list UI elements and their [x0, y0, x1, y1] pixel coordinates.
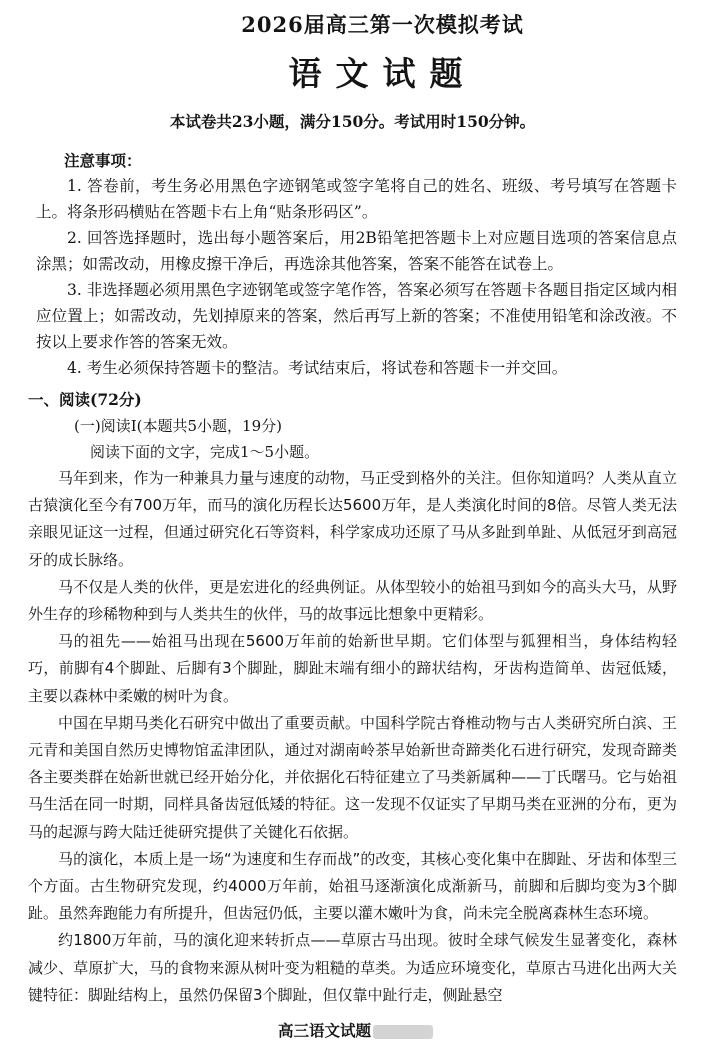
exam-info: 本试卷共23小题，满分150分。考试用时150分钟。	[169, 112, 536, 131]
passage-paragraph: 马的祖先——始祖马出现在5600万年前的始新世早期。它们体型与狐狸相当，身体结构轻巧，前脚有4个脚趾、后脚有3个脚趾，脚趾末端有细小的蹄状结构，牙齿构造简单、齿冠低矮，主要以森林中柔嫩的树叶为食。	[28, 632, 677, 705]
notice-title: 注意事项：	[64, 151, 142, 170]
notice-item: 4. 考生必须保持答题卡的整洁。考试结束后，将试卷和答题卡一并交回。	[67, 359, 568, 377]
passage-paragraph: 马不仅是人类的伙伴，更是宏进化的经典例证。从体型较小的始祖马到如今的高头大马，从野外生存的珍稀物种到与人类共生的伙伴，马的故事远比想象中更精彩。	[28, 577, 677, 624]
page-number-smudge	[373, 1025, 433, 1039]
instruction: 阅读下面的文字，完成1～5小题。	[90, 443, 320, 461]
notice-list	[28, 173, 677, 381]
section-heading: 一、阅读(72分)	[28, 390, 142, 409]
sub-heading: (一)阅读Ⅰ(本题共5小题，19分)	[74, 417, 282, 435]
notice-item: 3. 非选择题必须用黑色字迹钢笔或签字笔作答，答案必须写在答题卡各题目指定区域内相应位置上；如需改动，先划掉原来的答案，然后再写上新的答案；不准使用铅笔和涂改液。不按以上要求作答的答案无效。	[36, 281, 677, 351]
passage-paragraph: 马的演化，本质上是一场“为速度和生存而战”的改变，其核心变化集中在脚趾、牙齿和体型三个方面。古生物研究发现，约4000万年前，始祖马逐渐演化成渐新马，前脚和后脚均变为3个脚趾。虽然奔跑能力有所提升，但齿冠仍低，主要以灌木嫩叶为食，尚未完全脱离森林生态环境。	[28, 849, 677, 923]
passage-paragraph: 约1800万年前，马的演化迎来转折点——草原古马出现。彼时全球气候发生显著变化，森林减少、草原扩大，马的食物来源从树叶变为粗糙的草类。为适应环境变化，草原古马进化出两大关键特征：脚趾结构上，虽然仍保留3个脚趾，但仅靠中趾行走，侧趾悬空	[28, 931, 677, 1004]
passage-paragraph: 中国在早期马类化石研究中做出了重要贡献。中国科学院古脊椎动物与古人类研究所白滨、王元青和美国自然历史博物馆孟津团队，通过对湖南岭茶早始新世奇蹄类化石进行研究，发现奇蹄类各主要类群在始新世就已经开始分化，并依据化石特征建立了马类新属种——丁氏曙马。它与始祖马生活在同一时期，同样具备齿冠低矮的特征。这一发现不仅证实了早期马类在亚洲的分布，更为马的起源与跨大陆迁徙研究提供了关键化石依据。	[28, 713, 677, 841]
passage-paragraph: 马年到来，作为一种兼具力量与速度的动物，马正受到格外的关注。但你知道吗？人类从直立古猿演化至今有700万年，而马的演化历程长达5600万年，是人类演化时间的8倍。尽管人类无法亲眼见证这一过程，但通过研究化石等资料，科学家成功还原了马从多趾到单趾、从低冠牙到高冠牙的成长脉络。	[28, 469, 677, 569]
reading-passage	[28, 465, 677, 1009]
exam-name: 2026届高三第一次模拟考试	[241, 12, 524, 37]
notice-item: 1. 答卷前，考生务必用黑色字迹钢笔或签字笔将自己的姓名、班级、考号填写在答题卡上。将条形码横贴在答题卡右上角“贴条形码区”。	[36, 177, 677, 221]
notice-item: 2. 回答选择题时，选出每小题答案后，用2B铅笔把答题卡上对应题目选项的答案信息点涂黑；如需改动，用橡皮擦干净后，再选涂其他答案，答案不能答在试卷上。	[36, 229, 677, 273]
page-footer	[0, 1019, 711, 1041]
footer-label: 高三语文试题	[277, 1022, 371, 1040]
page-title: 语文试题	[288, 54, 477, 93]
